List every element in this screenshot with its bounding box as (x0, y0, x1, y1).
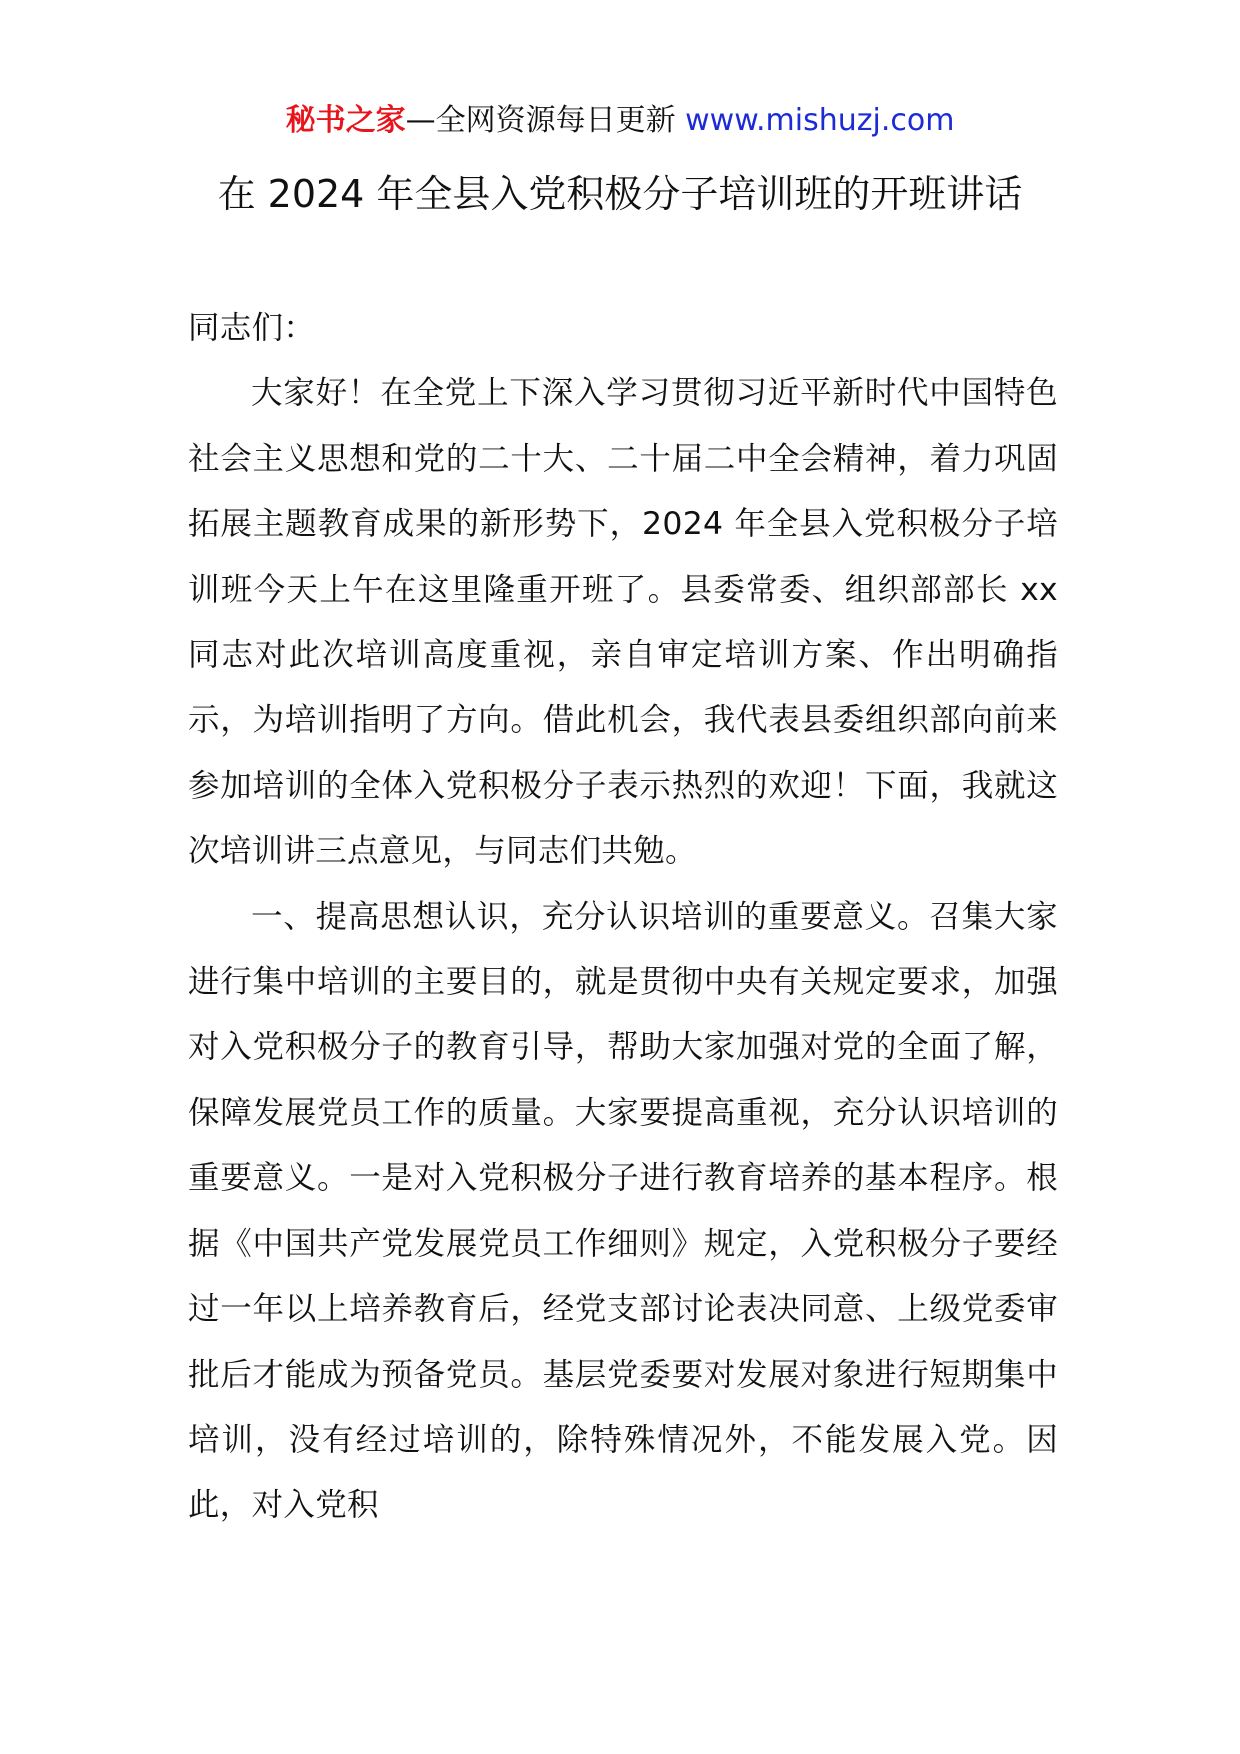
site-url-link[interactable]: www.mishuzj.com (685, 103, 955, 138)
salutation: 同志们： (188, 310, 316, 346)
header-tagline: —全网资源每日更新 (405, 103, 676, 138)
site-header (0, 100, 1240, 142)
document-body (188, 296, 1058, 1539)
paragraph-intro: 大家好！在全党上下深入学习贯彻习近平新时代中国特色社会主义思想和党的二十大、二十届二中全会精神，着力巩固拓展主题教育成果的新形势下，2024 年全县入党积极分子培训班今天上午在这里隆重开班了。县委常委、组织部部长 xx 同志对此次培训高度重视，亲自审定培训方案、作出明确指示，为培训指明了方向。借此机会，我代表县委组织部向前来参加培训的全体入党积极分子表示热烈的欢迎！下面，我就这次培训讲三点意见，与同志们共勉。 (188, 375, 1058, 870)
document-title: 在 2024 年全县入党积极分子培训班的开班讲话 (217, 172, 1023, 216)
paragraph-point-one: 一、提高思想认识，充分认识培训的重要意义。召集大家进行集中培训的主要目的，就是贯彻中央有关规定要求，加强对入党积极分子的教育引导，帮助大家加强对党的全面了解，保障发展党员工作的质量。大家要提高重视，充分认识培训的重要意义。一是对入党积极分子进行教育培养的基本程序。根据《中国共产党发展党员工作细则》规定，入党积极分子要经过一年以上培养教育后，经党支部讨论表决同意、上级党委审批后才能成为预备党员。基层党委要对发展对象进行短期集中培训，没有经过培训的，除特殊情况外，不能发展入党。因此，对入党积 (188, 898, 1058, 1524)
brand-name: 秘书之家 (285, 103, 406, 138)
